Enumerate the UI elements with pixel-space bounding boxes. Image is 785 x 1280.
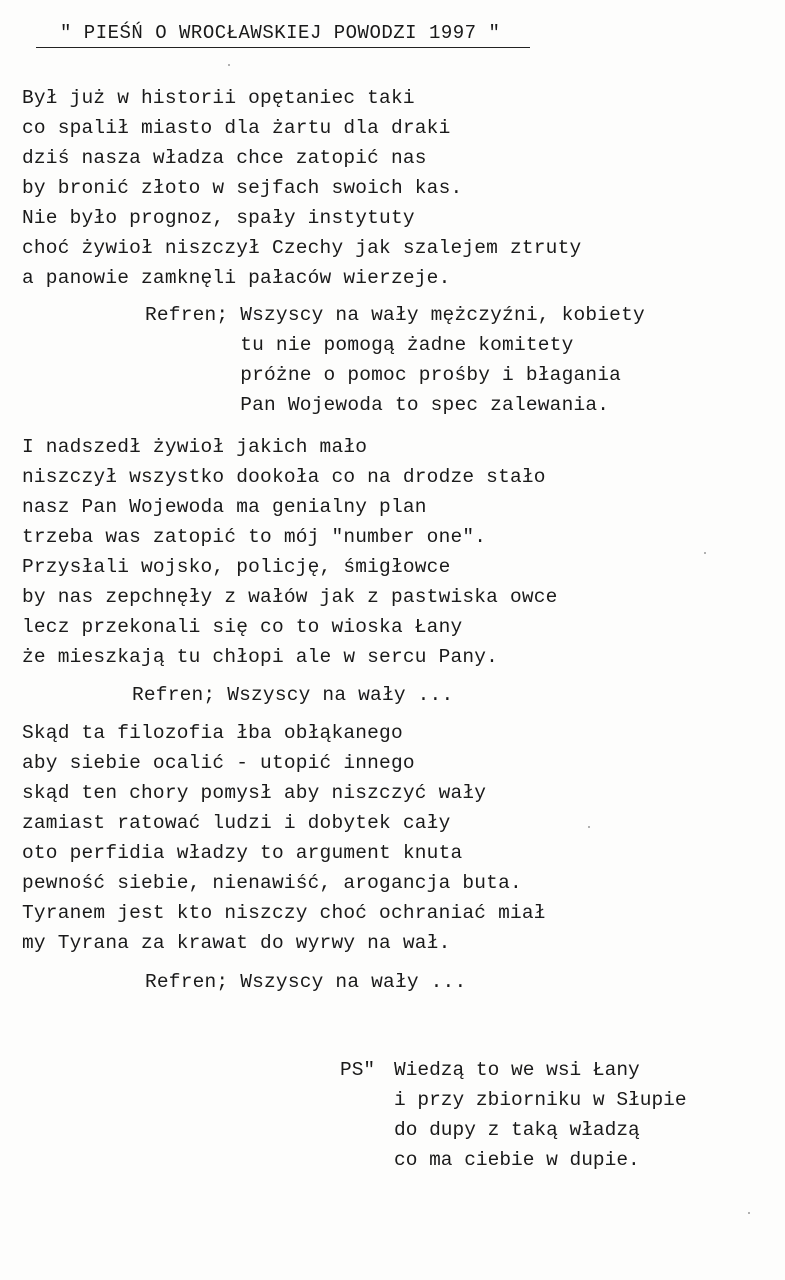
verse-3 [22, 718, 546, 958]
verse-line: my Tyrana za krawat do wyrwy na wał. [22, 932, 451, 954]
verse-line: by nas zepchnęły z wałów jak z pastwiska owce [22, 586, 558, 608]
verse-line: że mieszkają tu chłopi ale w sercu Pany. [22, 646, 499, 668]
verse-1 [22, 83, 581, 293]
refrain-line: tu nie pomogą żadne komitety [145, 334, 574, 356]
verse-line: I nadszedł żywioł jakich mało [22, 436, 368, 458]
song-title: " PIEŚŃ O WROCŁAWSKIEJ POWODZI 1997 " [36, 22, 530, 48]
verse-line: Przysłali wojsko, policję, śmigłowce [22, 556, 451, 578]
postscript-label [340, 1055, 375, 1085]
verse-line: choć żywioł niszczył Czechy jak szalejem ztruty [22, 237, 582, 259]
refrain-line: Refren; Wszyscy na wały mężczyźni, kobiety [145, 304, 645, 326]
paper-speck [588, 826, 590, 828]
refrain-line: próżne o pomoc prośby i błagania [145, 364, 622, 386]
refrain-1 [145, 300, 645, 420]
ps-line: do dupy z taką władzą [394, 1119, 640, 1141]
verse-2 [22, 432, 558, 672]
paper-speck [704, 552, 706, 554]
refrain-line: Refren; Wszyscy na wały ... [132, 684, 454, 706]
verse-line: nasz Pan Wojewoda ma genialny plan [22, 496, 427, 518]
verse-line: Był już w historii opętaniec taki [22, 87, 415, 109]
verse-line: by bronić złoto w sejfach swoich kas. [22, 177, 463, 199]
verse-line: trzeba was zatopić to mój "number one". [22, 526, 487, 548]
postscript [394, 1055, 687, 1175]
refrain-3 [145, 967, 466, 997]
verse-line: a panowie zamknęli pałaców wierzeje. [22, 267, 451, 289]
verse-line: Nie było prognoz, spały instytuty [22, 207, 415, 229]
verse-line: dziś nasza władza chce zatopić nas [22, 147, 427, 169]
ps-line: Wiedzą to we wsi Łany [394, 1059, 640, 1081]
verse-line: zamiast ratować ludzi i dobytek cały [22, 812, 451, 834]
ps-line: i przy zbiorniku w Słupie [394, 1089, 687, 1111]
verse-line: pewność siebie, nienawiść, arogancja buta. [22, 872, 522, 894]
verse-line: co spalił miasto dla żartu dla draki [22, 117, 451, 139]
verse-line: Skąd ta filozofia łba obłąkanego [22, 722, 403, 744]
verse-line: niszczył wszystko dookoła co na drodze stało [22, 466, 546, 488]
ps-label: PS" [340, 1059, 376, 1081]
ps-line: co ma ciebie w dupie. [394, 1149, 640, 1171]
verse-line: Tyranem jest kto niszczy choć ochraniać miał [22, 902, 546, 924]
refrain-line: Refren; Wszyscy na wały ... [145, 971, 467, 993]
verse-line: oto perfidia władzy to argument knuta [22, 842, 463, 864]
verse-line: aby siebie ocalić - utopić innego [22, 752, 415, 774]
paper-speck [748, 1212, 750, 1214]
verse-line: skąd ten chory pomysł aby niszczyć wały [22, 782, 487, 804]
paper-speck [228, 64, 230, 66]
refrain-2 [132, 680, 453, 710]
verse-line: lecz przekonali się co to wioska Łany [22, 616, 463, 638]
refrain-line: Pan Wojewoda to spec zalewania. [145, 394, 610, 416]
